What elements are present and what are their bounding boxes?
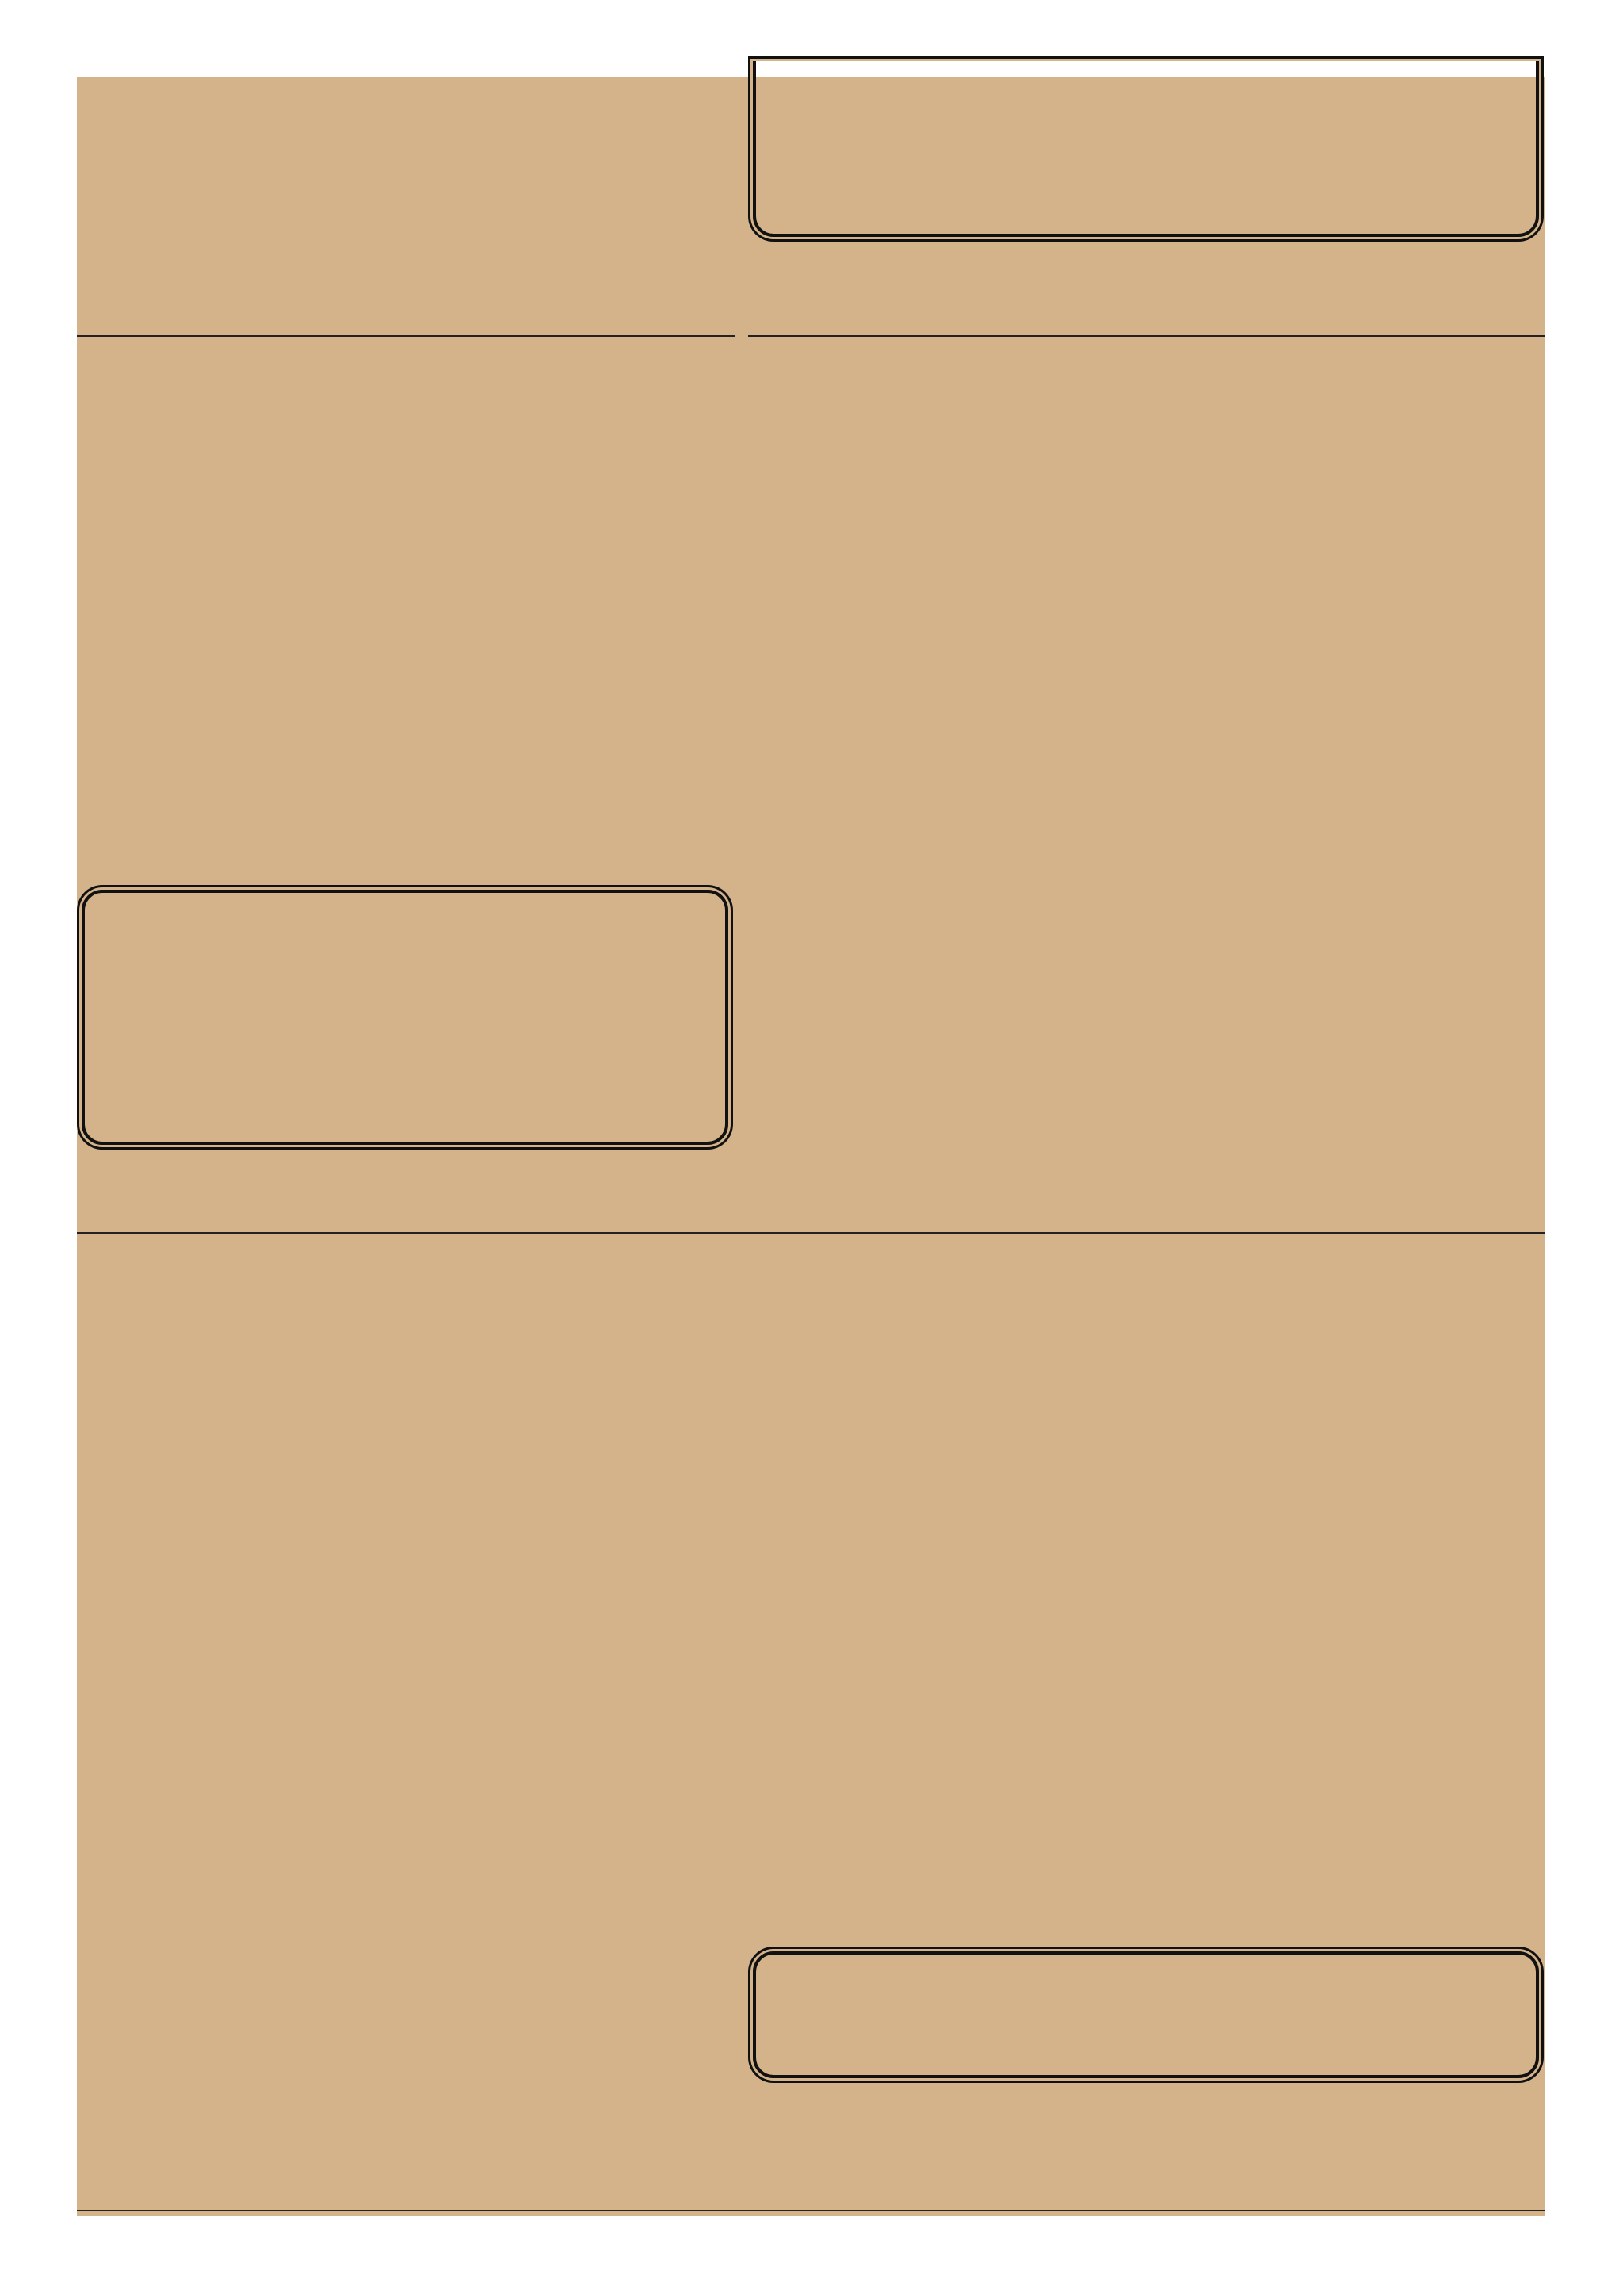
geolocation-rule [748,335,1545,337]
state-note-box [753,1951,1539,2078]
video-note-box [753,61,1539,237]
cheat-sheet-page [77,77,1545,2216]
offline-rule [77,335,735,337]
bits-bytes-rule [77,2210,1545,2211]
canvas-rule [77,1232,1545,1234]
offline-note-box [82,890,728,1145]
